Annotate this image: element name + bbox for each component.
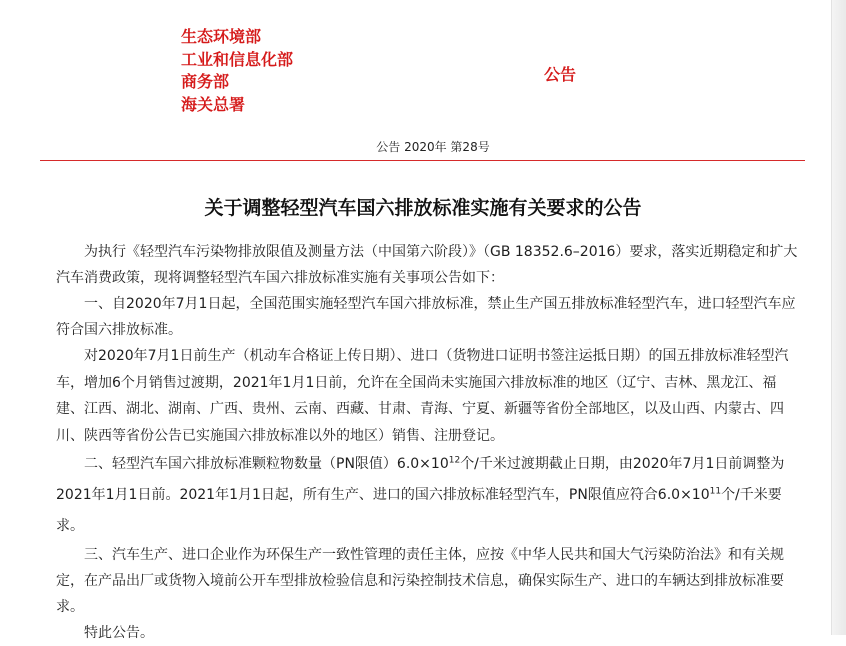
paragraph-intro: 为执行《轻型汽车污染物排放限值及测量方法（中国第六阶段）》（GB 18352.6–2016）要求，落实近期稳定和扩大汽车消费政策，现将调整轻型汽车国六排放标准实施有关事项公告如下：	[56, 244, 798, 286]
viewer-scroll-edge	[831, 0, 846, 635]
issuer-ministry-industry: 工业和信息化部	[181, 49, 294, 69]
paragraph-item-2	[56, 449, 798, 542]
issuer-customs: 海关总署	[181, 94, 246, 114]
paragraph-closing: 特此公告。	[84, 625, 154, 641]
document-title: 关于调整轻型汽车国六排放标准实施有关要求的公告	[204, 197, 642, 219]
document-number-text: 公告 2020年 第28号	[376, 140, 490, 154]
paragraph-item-2-part-c: 个/千米要求。	[56, 487, 782, 534]
exponent-12: 12	[448, 455, 461, 466]
red-divider	[40, 160, 805, 161]
paragraph-item-2-part-b: 个/千米过渡期截止日期，由2020年7月1日前调整为2021年1月1日前。2021年1月1日起，所有生产、进口的国六排放标准轻型汽车，PN限值应符合6.0×10	[56, 456, 785, 503]
paragraph-item-2-part-a: 二、轻型汽车国六排放标准颗粒物数量（PN限值）6.0×10	[84, 456, 449, 472]
issuer-list	[181, 26, 293, 116]
paragraph-item-1: 一、自2020年7月1日起，全国范围实施轻型汽车国六排放标准，禁止生产国五排放标准轻型汽车，进口轻型汽车应符合国六排放标准。	[56, 296, 796, 338]
document-body	[56, 239, 798, 646]
paragraph-item-1-transition: 对2020年7月1日前生产（机动车合格证上传日期）、进口（货物进口证明书签注运抵日期）的国五排放标准轻型汽车，增加6个月销售过渡期，2021年1月1日前，允许在全国尚未实施国六排放标准的地区（辽宁、吉林、黑龙江、福建、江西、湖北、湖南、广西、贵州、云南、西藏、甘肃、青海、宁夏、新疆等省份全部地区，以及山西、内蒙古、四川、陕西等省份公告已实施国六排放标准以外的地区）销售、注册登记。	[56, 348, 789, 444]
exponent-11: 11	[709, 486, 722, 497]
announcement-label: 公告	[544, 65, 577, 84]
issuer-ministry-ecology: 生态环境部	[181, 27, 262, 46]
paragraph-item-3: 三、汽车生产、进口企业作为环保生产一致性管理的责任主体，应按《中华人民共和国大气污染防治法》和有关规定，在产品出厂或货物入境前公开车型排放检验信息和污染控制技术信息，确保实际生产、进口的车辆达到排放标准要求。	[56, 547, 784, 615]
document-number	[0, 138, 846, 155]
issuer-ministry-commerce: 商务部	[181, 72, 230, 91]
